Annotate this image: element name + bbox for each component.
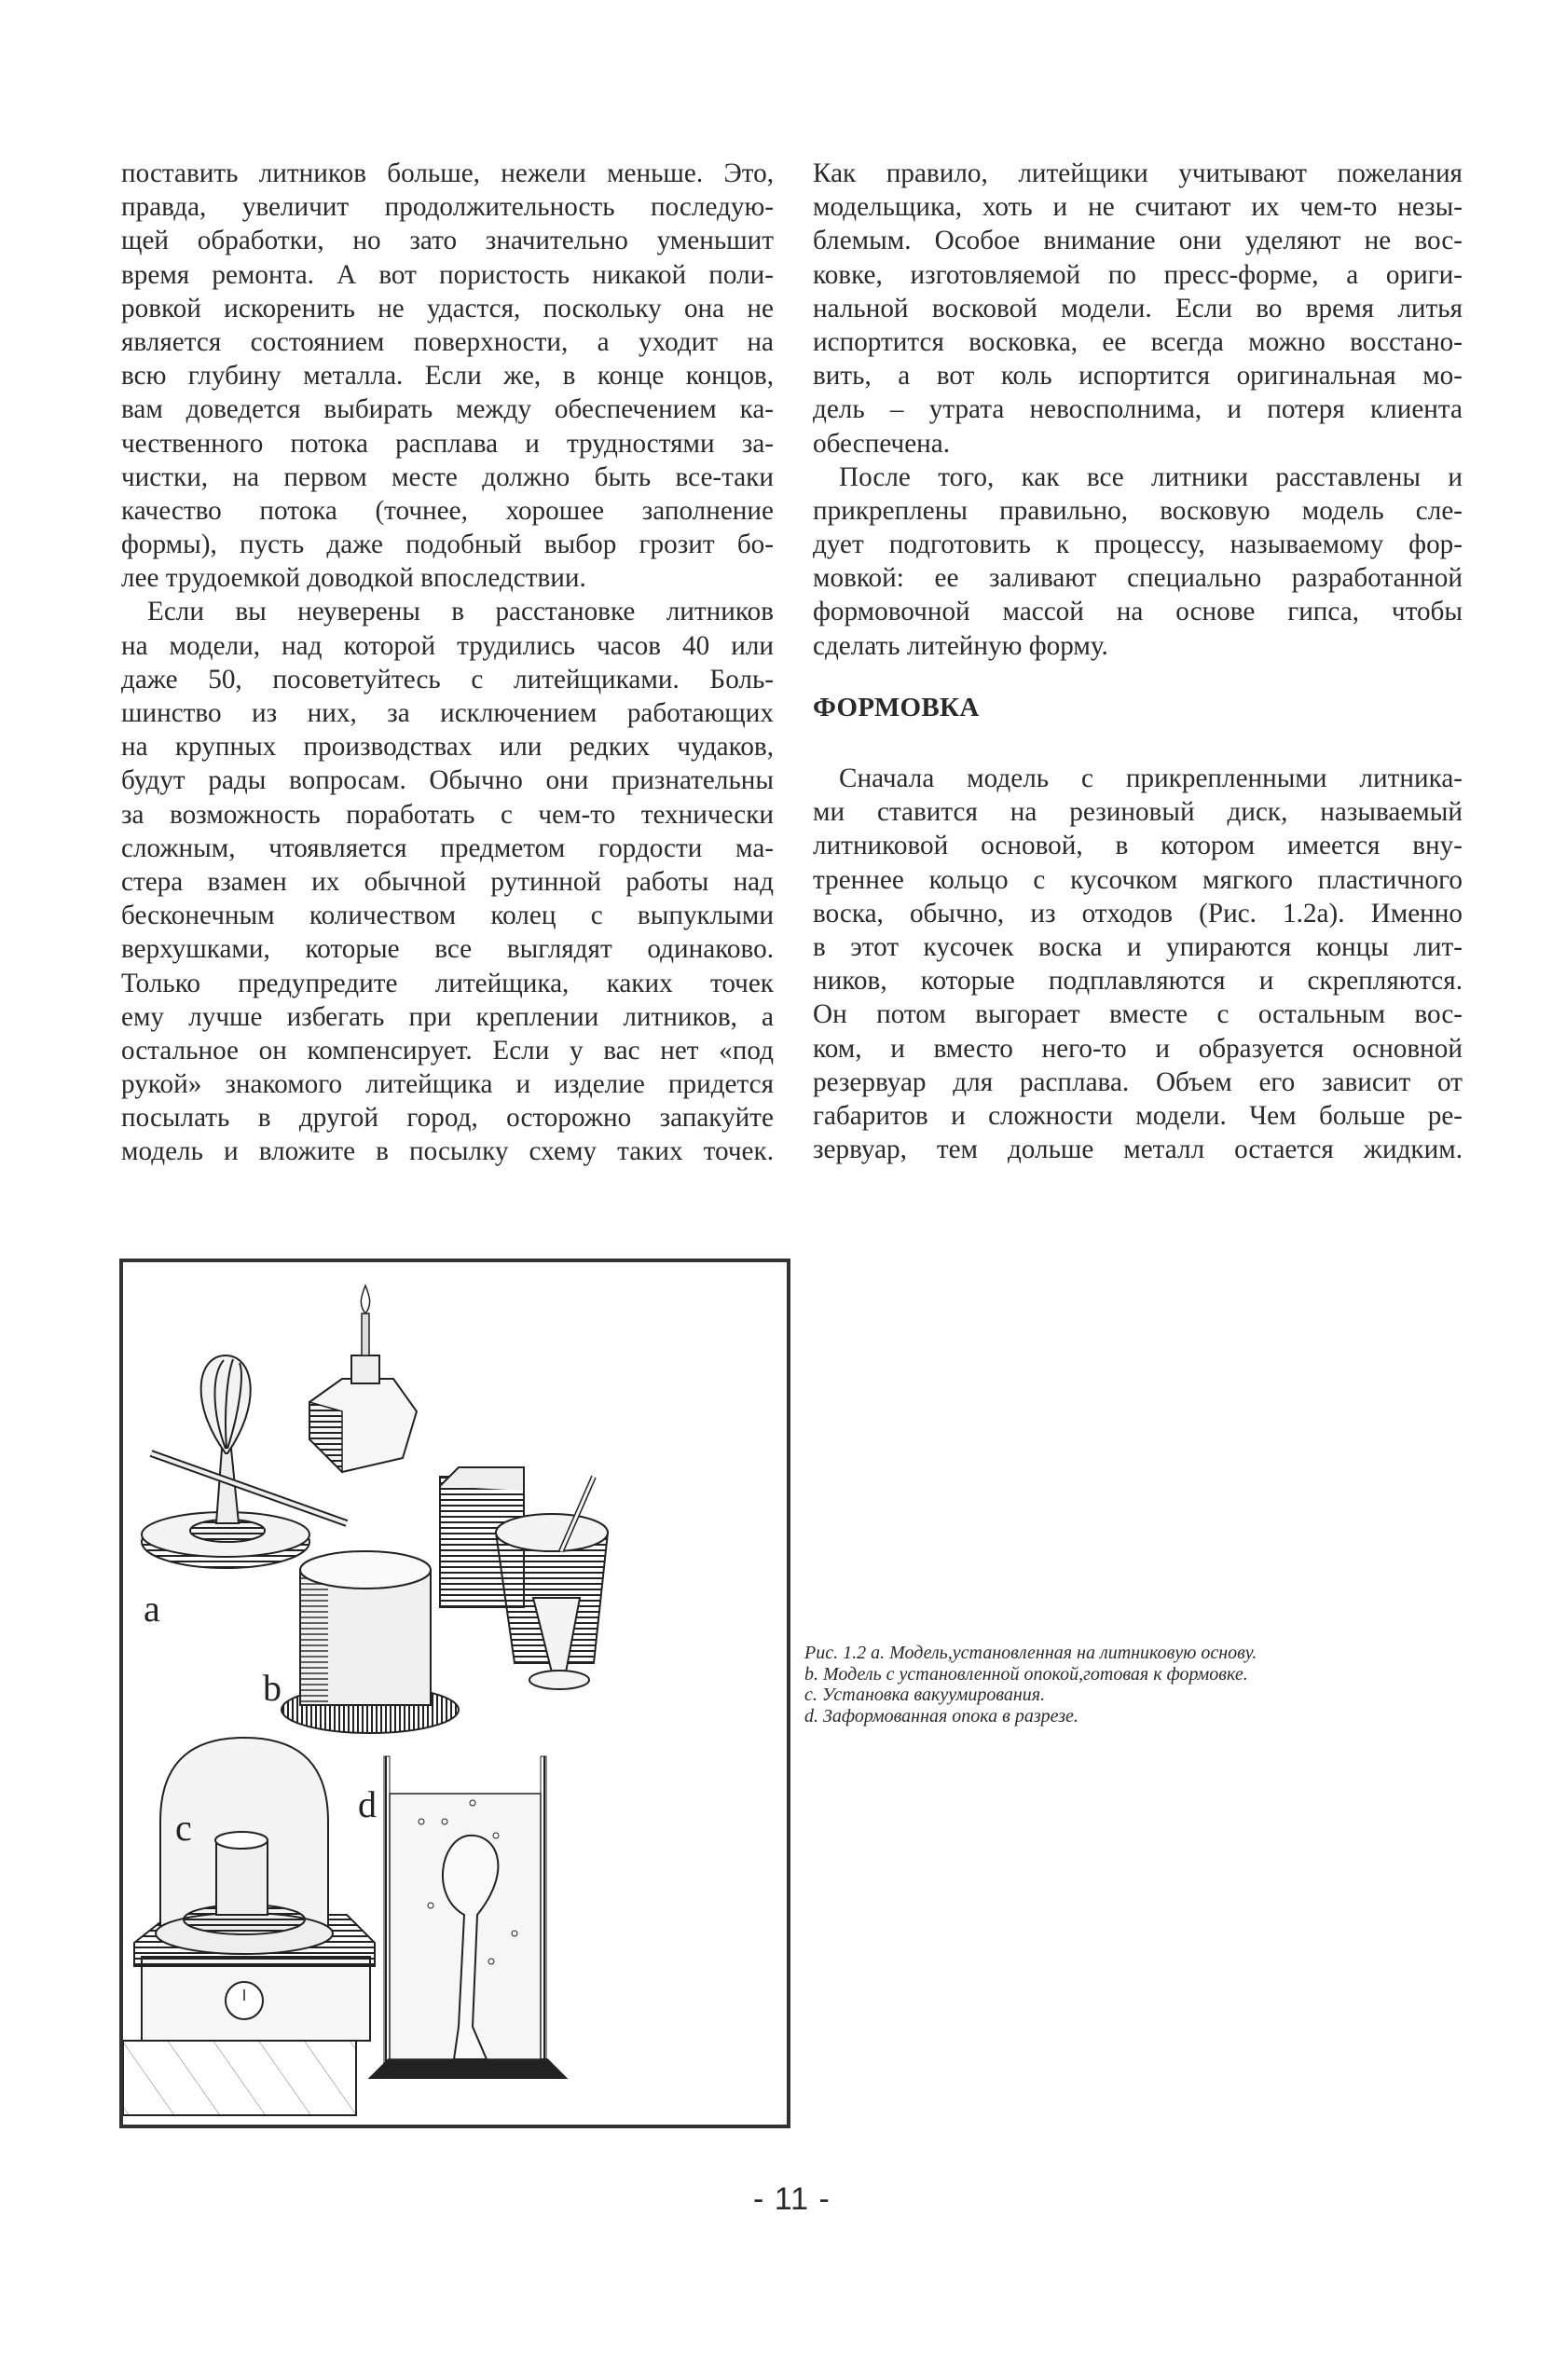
figure-label-b: b [263,1667,282,1709]
text-line: чистки, на первом месте должно быть все-таки [121,461,774,492]
text-line: треннее кольцо с кусочком мягкого пластичного [813,864,1463,895]
text-line: После того, как все литники расставлены и [839,461,1463,492]
text-line: сделать литейную форму. [813,630,1108,661]
text-line: дель – утрата невосполнима, и потеря клиента [813,394,1463,425]
text-line: ком, и вместо него-то и образуется основной [813,1033,1463,1064]
caption-line-c: с. Установка вакуумирования. [804,1685,1046,1705]
text-line: время ремонта. А вот пористость никакой поли- [121,259,774,290]
text-line: ников, которые подплавляются и скрепляются. [813,966,1463,997]
caption-line-d: d. Заформованная опока в разрезе. [804,1705,1078,1727]
text-line: Только предупредите литейщика, каких точек [121,968,774,998]
text-line: на модели, над которой трудились часов 40 или [121,630,774,661]
text-line: бесконечным количеством колец с выпуклыми [121,901,774,931]
section-heading: ФОРМОВКА [813,692,980,722]
text-line: испортится восковка, ее всегда можно восстано- [813,326,1463,357]
page-number: - 11 - [753,2181,831,2217]
text-line: дует подготовить к процессу, называемому фор- [813,530,1463,560]
text-line: Сначала модель с прикрепленными литника- [839,764,1463,794]
text-line: нальной восковой модели. Если во время литья [813,293,1463,323]
figure-label-d: d [358,1783,377,1825]
caption-line-a: Рис. 1.2 а. Модель,установленная на литниковую основу. [804,1643,1257,1663]
text-line: ковке, изготовляемой по пресс-форме, а ориги- [813,259,1463,290]
text-line: литниковой основой, в котором имеется вну- [813,831,1463,861]
text-line: даже 50, посоветуйтесь с литейщиками. Боль- [121,664,774,695]
text-line: ему лучше избегать при креплении литников, а [121,1001,774,1032]
paragraph-preparation [813,461,1463,663]
figure-illustration [119,1259,790,2128]
flask-cross-section-drawing [370,1756,566,2078]
text-line: Как правило, литейщики учитывают пожелания [813,158,1463,188]
text-line: сложным, чтоявляется предметом гордости ма- [121,832,774,863]
text-line: щей обработки, но зато значительно уменьшит [121,226,774,256]
text-line: вить, а вот коль испортится оригинальная мо- [813,361,1463,392]
text-line: ми ставится на резиновый диск, называемый [813,797,1463,828]
text-line: правда, увеличит продолжительность последую- [121,192,774,223]
text-line: габаритов и сложности модели. Чем больше ре- [813,1100,1463,1131]
text-line: в этот кусочек воска и упираются концы лит- [813,931,1463,962]
casting-equipment-illustration [123,1262,787,2125]
text-line: остальное он компенсирует. Если у вас нет «под [121,1035,774,1066]
figure-label-a: a [144,1588,160,1630]
text-line: верхушками, которые все выглядят одинаково. [121,934,774,965]
text-line: лее трудоемкой доводкой впоследствии. [121,563,586,594]
sprue-base-drawing [142,1355,347,1568]
right-text-column [813,157,1463,1166]
vacuum-unit-drawing [123,1738,375,2115]
text-line: шинство из них, за исключением работающих [121,698,774,728]
figure-caption [804,1643,1257,1727]
paragraph-foundry-preferences [813,157,1463,461]
text-line: является состоянием поверхности, а уходит на [121,326,774,357]
text-line: будут рады вопросам. Обычно они признательны [121,765,774,796]
text-line: вам доведется выбирать между обеспечением ка- [121,394,774,425]
text-line: прикреплены правильно, восковую модель сле- [813,495,1463,526]
text-line: блемым. Особое внимание они уделяют не вос- [813,226,1463,256]
text-line: формы), пусть даже подобный выбор грозит бо- [121,530,774,560]
text-line: воска, обычно, из отходов (Рис. 1.2а). Именно [813,898,1463,929]
text-line: рукой» знакомого литейщика и изделие придется [121,1069,774,1100]
flask-with-model-drawing [282,1551,459,1733]
text-line: формовочной массой на основе гипса, чтобы [813,597,1463,627]
text-line: чественного потока расплава и трудностями за- [121,428,774,459]
left-text-column [121,157,774,1169]
text-line: за возможность поработать с чем-то технически [121,799,774,830]
caption-line-b: b. Модель с установленной опокой,готовая к формовке. [804,1663,1248,1685]
paragraph-sprue-base [813,762,1463,1166]
text-line: зервуар, тем дольше металл остается жидким. [813,1135,1463,1165]
alcohol-lamp-drawing [309,1286,417,1472]
text-line: мовкой: ее заливают специально разработанной [813,563,1463,594]
figure-label-c: c [175,1807,192,1849]
text-line: всю глубину металла. Если же, в конце концов, [121,361,774,392]
text-line: модельщика, хоть и не считают их чем-то незы- [813,192,1463,223]
text-line: поставить литников больше, нежели меньше. Это, [121,158,774,188]
text-line: резервуар для расплава. Объем его зависит от [813,1066,1463,1097]
text-line: качество потока (точнее, хорошее заполнение [121,495,774,526]
text-line: посылать в другой город, осторожно запакуйте [121,1103,774,1134]
text-line: модель и вложите в посылку схему таких точек. [121,1136,774,1167]
text-line: на крупных производствах или редких чудаков, [121,732,774,763]
text-line: Он потом выгорает вместе с остальным вос- [813,999,1463,1030]
text-line: Если вы неуверены в расстановке литников [147,597,774,627]
text-line: стера взамен их обычной рутинной работы над [121,866,774,897]
text-line: ровкой искоренить не удастся, поскольку она не [121,293,774,323]
text-line: обеспечена. [813,428,951,459]
